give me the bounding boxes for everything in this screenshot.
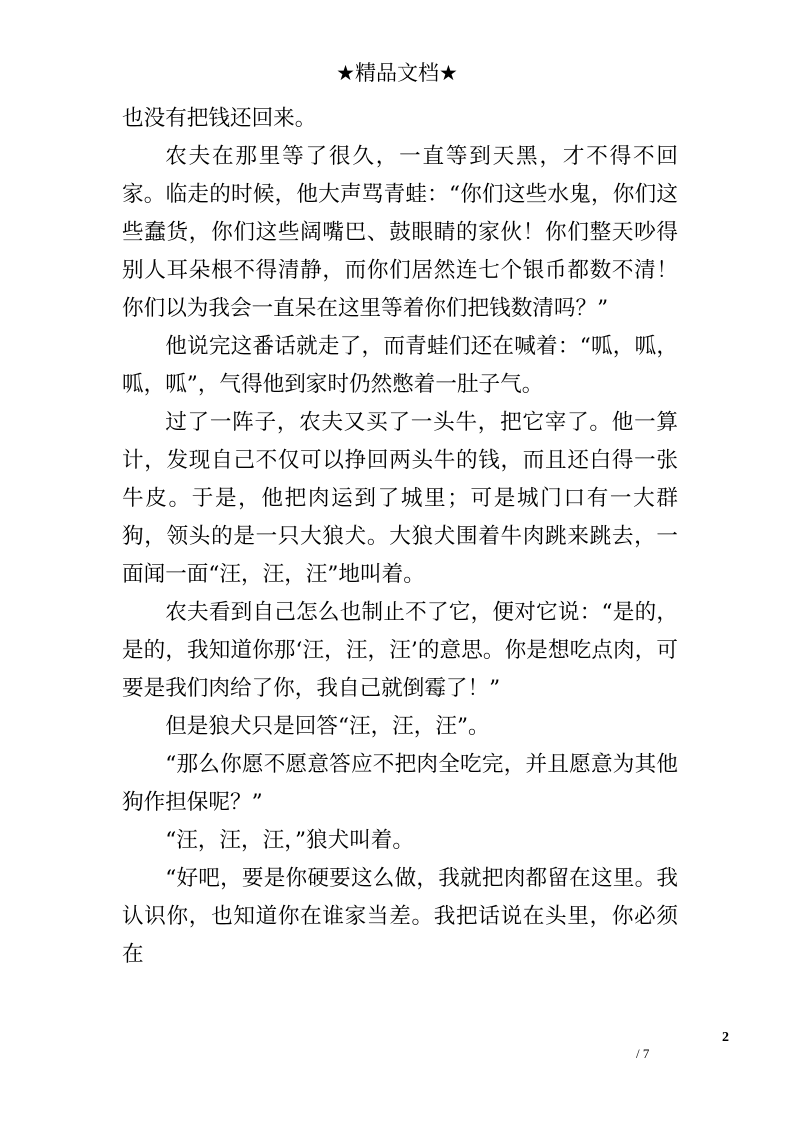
page-header: ★精品文档★ — [336, 61, 458, 85]
document-body — [122, 100, 678, 974]
paragraph-1: 也没有把钱还回来。 — [122, 106, 317, 131]
paragraph-4: 过了一阵子，农夫又买了一头牛，把它宰了。他一算计，发现自己不仅可以挣回两头牛的钱，而且还白得一张牛皮。于是，他把肉运到了城里；可是城门口有一大群狗，领头的是一只大狼犬。大狼犬围着牛肉跳来跳去，一面闻一面“汪，汪，汪”地叫着。 — [122, 410, 678, 587]
page-total: / 7 — [636, 1046, 650, 1061]
paragraph-8: “汪，汪，汪，”狼犬叫着。 — [165, 828, 414, 853]
page-number: 2 — [722, 1030, 729, 1045]
paragraph-7: “那么你愿不愿意答应不把肉全吃完，并且愿意为其他狗作担保呢？” — [122, 752, 678, 815]
paragraph-9: “好吧，要是你硬要这么做，我就把肉都留在这里。我认识你，也知道你在谁家当差。我把话说在头里，你必须在 — [122, 866, 678, 967]
paragraph-5: 农夫看到自己怎么也制止不了它，便对它说：“是的，是的，我知道你那‘汪，汪，汪’的意思。你是想吃点肉，可要是我们肉给了你，我自己就倒霉了！” — [122, 600, 678, 701]
paragraph-2: 农夫在那里等了很久，一直等到天黑，才不得不回家。临走的时候，他大声骂青蛙：“你们这些水鬼，你们这些蠢货，你们这些阔嘴巴、鼓眼睛的家伙！你们整天吵得别人耳朵根不得清静，而你们居然连七个银币都数不清！你们以为我会一直呆在这里等着你们把钱数清吗？” — [122, 144, 678, 321]
paragraph-3: 他说完这番话就走了，而青蛙们还在喊着：“呱，呱，呱，呱”，气得他到家时仍然憋着一肚子气。 — [122, 334, 678, 397]
paragraph-6: 但是狼犬只是回答“汪，汪，汪”。 — [165, 714, 490, 739]
